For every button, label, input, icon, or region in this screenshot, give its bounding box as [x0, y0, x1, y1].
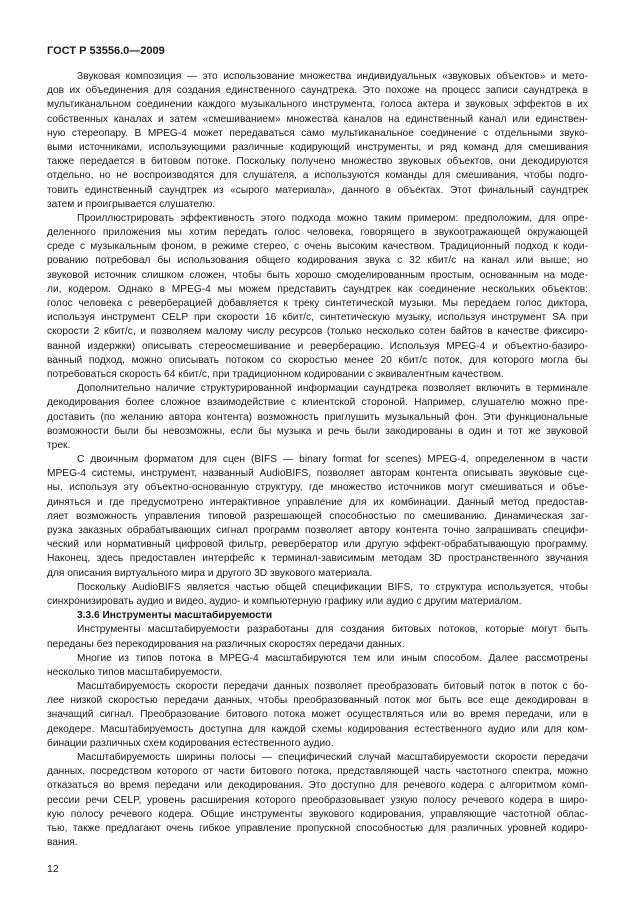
text-line: ли, кодером. Однако в MPEG-4 мы можем представить саундтрек как соединение нескольких объектов:	[47, 283, 588, 295]
text-line: лее низкой скоростью передачи данных, чтобы преобразованный поток мог быть все еще декодирован в	[47, 695, 588, 707]
text-line: отказаться во время передачи или декодирования. Это доступно для речевого кодера с алгоритмом комп-	[47, 780, 588, 792]
paragraph	[47, 652, 588, 680]
text-line: декодирования более сложное взаимодействие с клиентской стороной. Например, слушателю можно пре-	[47, 397, 588, 409]
section-heading: 3.3.6 Инструменты масштабируемости	[77, 610, 273, 622]
text-line: данных, посредством которого от части битового потока, представляющей часть частотного спектра, можно	[47, 766, 588, 778]
text-line: Масштабируемость ширины полосы — специфический случай масштабируемости скорости передачи	[77, 752, 588, 763]
text-line: кую полосу речевого кодера. Общие инструменты звукового кодирования, управляющие частотной облас-	[47, 808, 588, 820]
text-line: голос человека с реверберацией добавляется к треку синтетической музыки. Мы передаем голос диктора,	[47, 298, 588, 309]
text-line: диняться и где предусмотрено интерактивное управление для их комбинации. Данный метод предостав-	[47, 496, 588, 508]
text-line: значащий сигнал. Преобразование битового потока может осуществляться или во время передачи, или в	[47, 709, 588, 721]
text-line: ную стереопару. В MPEG-4 может передаваться само мультиканальное соединение с отдельными звуко-	[47, 127, 588, 139]
text-line: товить единственный саундтрек из «сырого материала», данного в объектах. Этот финальный саундтрек	[47, 184, 588, 196]
paragraph	[47, 581, 588, 609]
paragraph	[47, 751, 588, 850]
paragraph	[47, 212, 588, 382]
text-line: ческий или нормативный цифровой фильтр, ревербератор или другую эффект-обрабатывающую программу.	[47, 539, 588, 551]
paragraph	[47, 382, 588, 453]
paragraph	[47, 453, 588, 581]
text-line: мультиканальном соединении каждого музыкального инструмента, голоса актера и звуковых эффектов в их	[47, 99, 588, 111]
text-line: ны, используя эту объектно-основанную структуру, где множество источников могут смешиваться и объе-	[47, 482, 588, 494]
text-line: Звуковая композиция — это использование множества индивидуальных «звуковых объектов» и мето-	[77, 71, 588, 82]
text-line: Многие из типов потока в MPEG-4 масштабируются тем или иным способом. Далее рассмотрены	[77, 652, 588, 664]
text-line: переданы без перекодирования на различных скоростях передачи данных.	[47, 638, 405, 650]
text-line: среде с музыкальным фоном, в режиме стерео, с очень высоким качеством. Традиционный подход к коди-	[47, 241, 588, 253]
text-line: рузка заказных обрабатывающих сигнал программ позволяет автору контента точно запрашивать специфи-	[47, 525, 588, 536]
text-line: выми источниками, использующими различные кодирующий инструменты, и ряд команд для смешивания	[47, 141, 588, 153]
paragraph	[47, 680, 588, 751]
text-line: рессии речи CELP, уровень расширения которого преобразовывает узкую полосу речевого кодера в широ-	[47, 794, 588, 806]
text-line: для описания виртуального мира и другого 3D звукового материала.	[47, 567, 373, 579]
text-line: потребоваться скорость 64 кбит/с, при традиционном кодировании с эквивалентным качеством.	[47, 368, 504, 380]
text-line: MPEG-4 системы, инструмент, названный AudioBIFS, позволяет авторам контента описывать звуковые сце-	[47, 468, 588, 480]
text-line: Проиллюстрировать эффективность этого подхода можно таким примером: предположим, для опре-	[77, 212, 588, 224]
text-line: звуковой источник слишком сложен, чтобы быть хорошо смоделированным простым, основанным на моде-	[47, 269, 588, 281]
paragraph	[47, 70, 588, 212]
text-line: доставить (по желанию автора контента) возможность приглушить музыкальный фон. Эти функциональные	[47, 411, 588, 423]
text-line: Масштабируемость скорости передачи данных позволяет преобразовать битовый поток в поток с бо-	[77, 681, 588, 693]
document-header: ГОСТ Р 53556.0—2009	[47, 45, 165, 57]
text-line: скорости 2 кбит/с, и позволяем малому числу ресурсов (только несколько сотен байтов в качестве фиксиро-	[47, 326, 588, 338]
text-line: Дополнительно наличие структурированной информации саундтрека позволяет включить в терминале	[77, 383, 588, 395]
paragraph	[47, 623, 588, 651]
text-line: ванный подход, можно описывать потоком со скоростью менее 20 кбит/с поток, для которого могла бы	[47, 354, 588, 366]
text-line: деленного приложения мы хотим передать голос человека, говорящего в звукоотражающей окружающей	[47, 227, 588, 239]
text-line: декодере. Масштабируемость доступна для каждой схемы кодирования естественного аудио или для ком-	[47, 723, 588, 735]
text-line: ванной издержки) описывать стереосмешивание и реверберацию. Используя MPEG-4 и объектно-базиро-	[47, 340, 588, 352]
page-number: 12	[47, 863, 59, 875]
text-line: собственных каналах и затем «смешиванием» множества каналов на единственный канал или единствен-	[47, 113, 588, 125]
text-line: тью, также предлагают очень гибкое управление пропускной способностью для различных уровней кодиро-	[47, 822, 588, 834]
text-line: возможности были бы невозможны, если бы музыка и речь были закодированы в один и тот же звуковой	[47, 425, 588, 437]
text-line: С двоичным форматом для сцен (BIFS — binary format for scenes) MPEG-4, определенном в части	[77, 454, 588, 466]
text-line: Наконец, здесь предоставлен интерфейс к терминал-зависимым методам 3D пространственного звучания	[47, 553, 588, 565]
text-line: также передается в битовом потоке. Поскольку получено множество звуковых объектов, они декодируются	[47, 156, 588, 168]
text-line: синхронизировать аудио и видео, аудио- и компьютерную графику или аудио с другим материалом.	[47, 595, 522, 607]
text-line: рованию потребовал бы использования общего кодирования звука с 32 кбит/с на канал или выше; но	[47, 255, 588, 267]
text-line: дов их объединения для создания единственного саундтрека. Это похоже на процесс записи саундтрека в	[47, 85, 588, 97]
text-line: несколько типов масштабируемости.	[47, 666, 223, 678]
text-line: Инструменты масштабируемости разработаны для создания битовых потоков, которые могут быть	[77, 624, 588, 636]
text-line: ляет возможность управления типовой разрешающей способностью по смешиванию. Динамическая заг-	[47, 510, 588, 522]
text-line: используя инструмент CELP при скорости 16 кбит/с, синтетическую музыку, используя инструмент SA при	[47, 312, 588, 324]
text-line: Поскольку AudioBIFS является частью общей спецификации BIFS, то структура используется, чтобы	[77, 581, 588, 593]
document-body	[47, 70, 588, 850]
text-line: затем и проигрывается слушателю.	[47, 198, 216, 210]
text-line: бинации различных схем кодирования естественного аудио.	[47, 737, 334, 749]
text-line: трек.	[47, 439, 71, 451]
text-line: вания.	[47, 837, 78, 849]
text-line: отдельно, но не воспроизводятся для слушателя, а используются команды для смешивания, чтобы подго-	[47, 170, 588, 182]
